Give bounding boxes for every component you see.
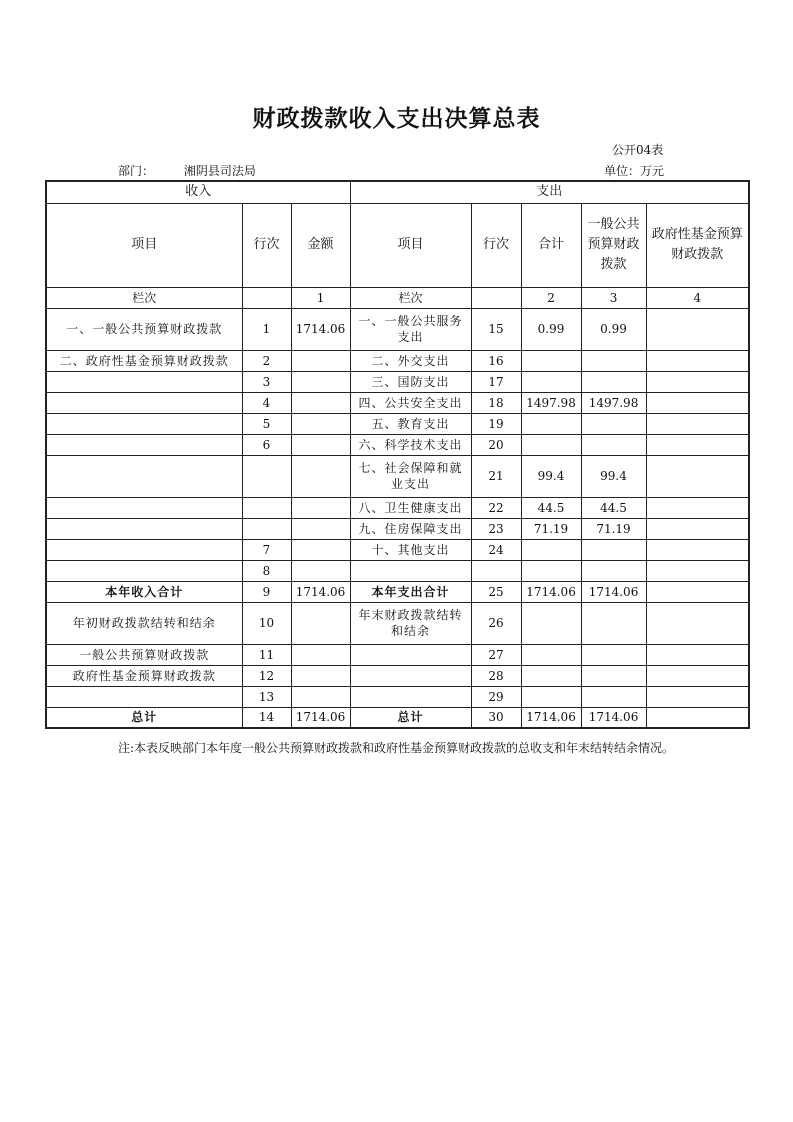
income-row-no: 9: [242, 581, 291, 602]
income-item: [46, 392, 242, 413]
general-budget-amount: [581, 350, 646, 371]
general-budget-amount: 1714.06: [581, 707, 646, 728]
fund-budget-amount: [646, 539, 749, 560]
total-amount: [521, 434, 581, 455]
income-amount: [291, 518, 350, 539]
column-index-1: 1: [291, 287, 350, 308]
income-item: 二、政府性基金预算财政拨款: [46, 350, 242, 371]
general-budget-amount: 99.4: [581, 455, 646, 497]
income-header: 收入: [46, 181, 350, 203]
general-budget-amount: 1714.06: [581, 581, 646, 602]
column-index-blank: [242, 287, 291, 308]
income-item: [46, 413, 242, 434]
expense-item: 总计: [350, 707, 471, 728]
expense-row-no: 18: [471, 392, 521, 413]
income-row-no: 8: [242, 560, 291, 581]
expense-row-no: 24: [471, 539, 521, 560]
income-item: [46, 497, 242, 518]
table-row: [46, 392, 749, 413]
expense-item: 本年支出合计: [350, 581, 471, 602]
total-amount: [521, 413, 581, 434]
income-item: 年初财政拨款结转和结余: [46, 602, 242, 644]
expense-item: [350, 560, 471, 581]
column-index-label-2: 栏次: [350, 287, 471, 308]
expense-row-no: 28: [471, 665, 521, 686]
general-budget-amount: [581, 644, 646, 665]
total-amount: [521, 350, 581, 371]
income-amount: [291, 665, 350, 686]
fund-budget-amount: [646, 560, 749, 581]
expense-row-no: 19: [471, 413, 521, 434]
expense-item: 二、外交支出: [350, 350, 471, 371]
column-index-3: 3: [581, 287, 646, 308]
general-budget-header: 一般公共预算财政拨款: [581, 203, 646, 287]
fund-budget-amount: [646, 602, 749, 644]
column-header-row: [46, 203, 749, 287]
general-budget-amount: [581, 539, 646, 560]
income-item: [46, 455, 242, 497]
expense-row-no: 21: [471, 455, 521, 497]
total-amount: [521, 371, 581, 392]
expense-item: 十、其他支出: [350, 539, 471, 560]
total-amount: [521, 602, 581, 644]
general-budget-amount: [581, 602, 646, 644]
income-amount: [291, 686, 350, 707]
income-item: [46, 371, 242, 392]
expense-item: [350, 665, 471, 686]
expense-item: 九、住房保障支出: [350, 518, 471, 539]
table-row: [46, 581, 749, 602]
section-header-row: [46, 181, 749, 203]
expense-item: [350, 686, 471, 707]
general-budget-amount: 44.5: [581, 497, 646, 518]
table-row: [46, 371, 749, 392]
fund-budget-amount: [646, 392, 749, 413]
income-item: 一、一般公共预算财政拨款: [46, 308, 242, 350]
table-row: [46, 413, 749, 434]
income-row-no: 12: [242, 665, 291, 686]
general-budget-amount: [581, 371, 646, 392]
expense-item: 四、公共安全支出: [350, 392, 471, 413]
expense-item: 七、社会保障和就业支出: [350, 455, 471, 497]
expense-item: 八、卫生健康支出: [350, 497, 471, 518]
expense-row-no: 17: [471, 371, 521, 392]
fund-budget-amount: [646, 581, 749, 602]
fund-budget-amount: [646, 665, 749, 686]
total-amount: 44.5: [521, 497, 581, 518]
total-amount: 1714.06: [521, 581, 581, 602]
income-item: 政府性基金预算财政拨款: [46, 665, 242, 686]
total-amount: 1714.06: [521, 707, 581, 728]
column-index-row: [46, 287, 749, 308]
expense-row-no-header: 行次: [471, 203, 521, 287]
expense-item: 三、国防支出: [350, 371, 471, 392]
income-row-no: 1: [242, 308, 291, 350]
fund-budget-amount: [646, 497, 749, 518]
fund-budget-amount: [646, 350, 749, 371]
income-row-no: 6: [242, 434, 291, 455]
table-row: [46, 539, 749, 560]
total-amount: [521, 644, 581, 665]
general-budget-amount: [581, 434, 646, 455]
income-amount: 1714.06: [291, 581, 350, 602]
table-row: [46, 455, 749, 497]
table-row: [46, 497, 749, 518]
income-item: [46, 434, 242, 455]
fund-budget-amount: [646, 518, 749, 539]
fund-budget-amount: [646, 707, 749, 728]
total-amount: 71.19: [521, 518, 581, 539]
table-row: [46, 350, 749, 371]
table-row: [46, 707, 749, 728]
general-budget-amount: [581, 686, 646, 707]
income-amount-header: 金额: [291, 203, 350, 287]
column-index-2: 2: [521, 287, 581, 308]
income-row-no: [242, 455, 291, 497]
fund-budget-amount: [646, 686, 749, 707]
expense-item: 六、科学技术支出: [350, 434, 471, 455]
unit-label: 单位：万元: [604, 164, 665, 178]
table-row: [46, 560, 749, 581]
expense-row-no: 30: [471, 707, 521, 728]
fund-budget-amount: [646, 434, 749, 455]
table-row: [46, 665, 749, 686]
income-item: 本年收入合计: [46, 581, 242, 602]
table-row: [46, 308, 749, 350]
expense-row-no: 29: [471, 686, 521, 707]
income-item: [46, 518, 242, 539]
income-amount: [291, 602, 350, 644]
total-header: 合计: [521, 203, 581, 287]
income-item: [46, 539, 242, 560]
table-row: [46, 602, 749, 644]
general-budget-amount: 0.99: [581, 308, 646, 350]
fund-budget-amount: [646, 371, 749, 392]
expense-row-no: 22: [471, 497, 521, 518]
general-budget-amount: [581, 413, 646, 434]
income-row-no: 10: [242, 602, 291, 644]
expense-row-no: 20: [471, 434, 521, 455]
general-budget-amount: 71.19: [581, 518, 646, 539]
income-row-no: 2: [242, 350, 291, 371]
income-row-no-header: 行次: [242, 203, 291, 287]
income-amount: [291, 644, 350, 665]
expense-item: 五、教育支出: [350, 413, 471, 434]
total-amount: [521, 686, 581, 707]
income-amount: [291, 497, 350, 518]
general-budget-amount: 1497.98: [581, 392, 646, 413]
income-row-no: 3: [242, 371, 291, 392]
expense-row-no: 16: [471, 350, 521, 371]
fund-budget-amount: [646, 455, 749, 497]
expense-item: [350, 644, 471, 665]
income-amount: [291, 539, 350, 560]
income-item: 总计: [46, 707, 242, 728]
income-amount: [291, 434, 350, 455]
column-index-label: 栏次: [46, 287, 242, 308]
table-row: [46, 686, 749, 707]
budget-table: [45, 180, 750, 729]
income-amount: [291, 350, 350, 371]
table-note: 注:本表反映部门本年度一般公共预算财政拨款和政府性基金预算财政拨款的总收支和年末结转结余情况。: [118, 741, 675, 755]
column-index-blank-2: [471, 287, 521, 308]
fund-budget-header: 政府性基金预算财政拨款: [646, 203, 749, 287]
general-budget-amount: [581, 560, 646, 581]
department-label: 部门：: [118, 164, 155, 178]
column-index-4: 4: [646, 287, 749, 308]
total-amount: [521, 560, 581, 581]
fund-budget-amount: [646, 413, 749, 434]
income-amount: [291, 455, 350, 497]
expense-row-no: 23: [471, 518, 521, 539]
income-row-no: 4: [242, 392, 291, 413]
income-row-no: [242, 497, 291, 518]
total-amount: [521, 665, 581, 686]
department-name: 湘阴县司法局: [183, 164, 256, 178]
expense-item: 一、一般公共服务支出: [350, 308, 471, 350]
income-item: [46, 686, 242, 707]
page-title: 财政拨款收入支出决算总表: [252, 105, 541, 132]
total-amount: 0.99: [521, 308, 581, 350]
expense-row-no: 25: [471, 581, 521, 602]
income-item-header: 项目: [46, 203, 242, 287]
expense-row-no: 27: [471, 644, 521, 665]
table-row: [46, 518, 749, 539]
income-row-no: 11: [242, 644, 291, 665]
fund-budget-amount: [646, 644, 749, 665]
general-budget-amount: [581, 665, 646, 686]
fund-budget-amount: [646, 308, 749, 350]
table-row: [46, 434, 749, 455]
income-amount: 1714.06: [291, 308, 350, 350]
total-amount: [521, 539, 581, 560]
income-amount: [291, 560, 350, 581]
income-item: [46, 560, 242, 581]
income-amount: [291, 392, 350, 413]
income-amount: [291, 371, 350, 392]
total-amount: 1497.98: [521, 392, 581, 413]
table-row: [46, 644, 749, 665]
income-amount: [291, 413, 350, 434]
income-amount: 1714.06: [291, 707, 350, 728]
expense-item-header: 项目: [350, 203, 471, 287]
form-number: 公开04表: [612, 143, 664, 157]
income-row-no: [242, 518, 291, 539]
expense-row-no: [471, 560, 521, 581]
total-amount: 99.4: [521, 455, 581, 497]
expense-header: 支出: [350, 181, 749, 203]
income-row-no: 14: [242, 707, 291, 728]
department: [118, 162, 256, 179]
income-item: 一般公共预算财政拨款: [46, 644, 242, 665]
expense-item: 年末财政拨款结转和结余: [350, 602, 471, 644]
expense-row-no: 15: [471, 308, 521, 350]
income-row-no: 5: [242, 413, 291, 434]
income-row-no: 13: [242, 686, 291, 707]
expense-row-no: 26: [471, 602, 521, 644]
income-row-no: 7: [242, 539, 291, 560]
